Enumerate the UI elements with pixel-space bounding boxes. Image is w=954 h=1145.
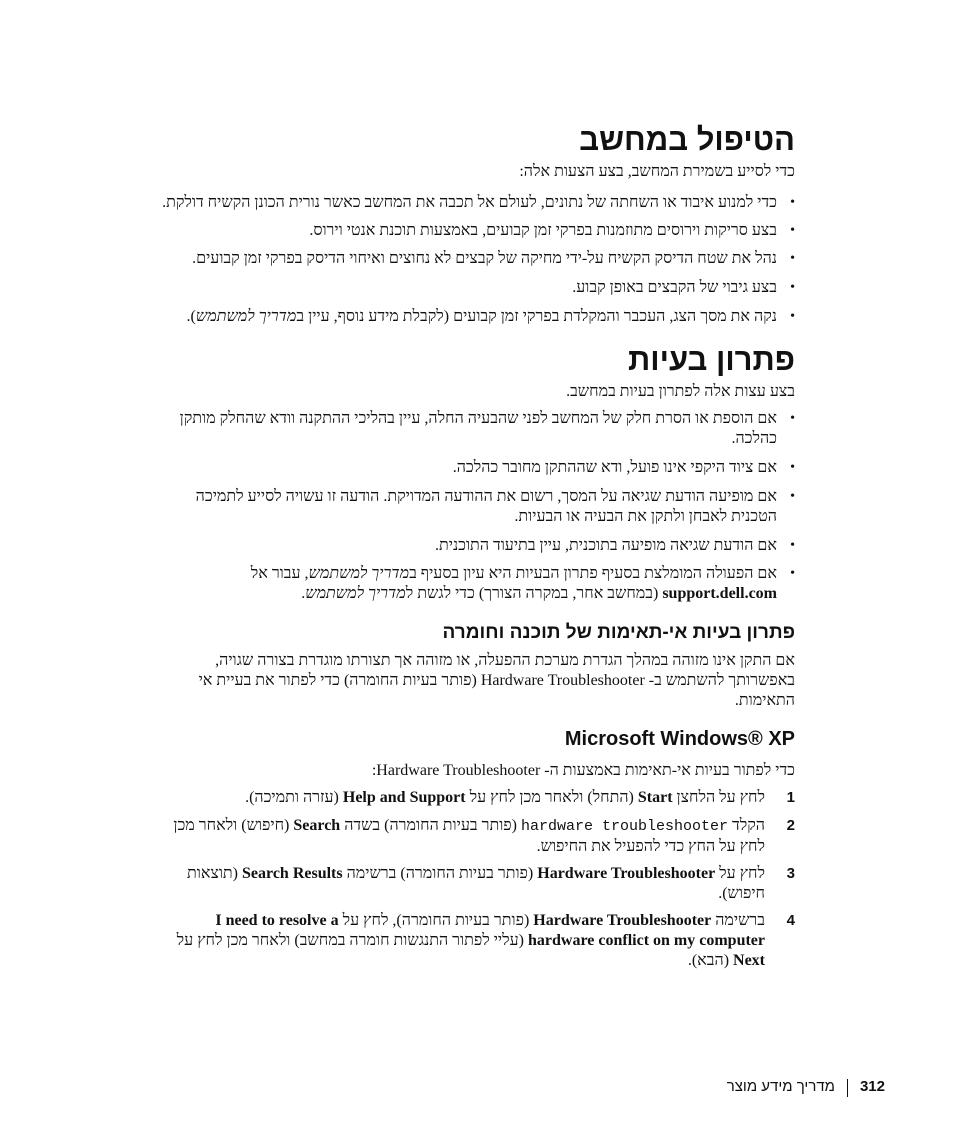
step-item bbox=[155, 788, 795, 808]
list-item-text: כדי למנוע איבוד או השחתה של נתונים, לעולם אל תכבה את המחשב כאשר נורית הכונן הקשיח דולקת. bbox=[162, 194, 777, 211]
list-item bbox=[155, 487, 795, 527]
manual-reference: מדריך למשתמש bbox=[195, 308, 297, 325]
xp-intro: כדי לפתור בעיות אי-תאימות באמצעות ה- Hardware Troubleshooter: bbox=[371, 762, 795, 779]
step-number: 3 bbox=[786, 865, 795, 882]
list-item bbox=[155, 278, 795, 298]
bullet-icon: • bbox=[790, 280, 795, 295]
footer-divider bbox=[847, 1079, 848, 1097]
section-title-care: הטיפול במחשב bbox=[579, 122, 795, 157]
list-item-text: בצע סריקות וירוסים מתוזמנות בפרקי זמן קבועים, באמצעות תוכנת אנטי וירוס. bbox=[309, 222, 777, 239]
bullet-icon: • bbox=[790, 251, 795, 266]
bullet-icon: • bbox=[790, 566, 795, 581]
bullet-icon: • bbox=[790, 489, 795, 504]
list-item-text: אם ציוד היקפי אינו פועל, ודא שההתקן מחובר כהלכה. bbox=[452, 459, 777, 476]
list-item bbox=[155, 536, 795, 556]
list-item-text: אם מופיעה הודעת שגיאה על המסך, רשום את ההודעה המדויקת. הודעה זו עשויה לסייע לתמיכה הטכנית לאבחן ולתקן את הבעיה או הבעיות. bbox=[195, 488, 777, 525]
section-title-incompatibility: פתרון בעיות אי-תאימות של תוכנה וחומרה bbox=[442, 622, 795, 643]
bullet-icon: • bbox=[790, 411, 795, 426]
step-text: לחץ על הלחצן Start (התחל) ולאחר מכן לחץ על Help and Support (עזרה ותמיכה). bbox=[245, 789, 765, 806]
list-item-text: אם הוספת או הסרת חלק של המחשב לפני שהבעיה החלה, עיין בהליכי ההתקנה וודא שהחלק מותקן כהלכה. bbox=[179, 410, 777, 447]
section-title-troubleshooting: פתרון בעיות bbox=[628, 342, 795, 377]
support-link[interactable]: support.dell.com bbox=[662, 585, 777, 602]
bullet-icon: • bbox=[790, 460, 795, 475]
trouble-intro: בצע עצות אלה לפתרון בעיות במחשב. bbox=[566, 383, 795, 400]
list-item-text: נהל את שטח הדיסק הקשיח על-ידי מחיקה של קבצים לא נחוצים ואיחוי הדיסק בפרקי זמן קבועים. bbox=[192, 250, 777, 267]
list-item bbox=[155, 221, 795, 241]
list-item-text: בצע גיבוי של הקבצים באופן קבוע. bbox=[572, 279, 777, 296]
list-item bbox=[155, 193, 795, 213]
list-item bbox=[155, 458, 795, 478]
bullet-icon: • bbox=[790, 309, 795, 324]
bullet-icon: • bbox=[790, 223, 795, 238]
step-text: לחץ על Hardware Troubleshooter (פותר בעיות החומרה) ברשימה Search Results (תוצאות חיפוש). bbox=[186, 865, 765, 902]
list-item bbox=[155, 564, 795, 604]
step-number: 2 bbox=[786, 817, 795, 834]
care-intro: כדי לסייע בשמירת המחשב, בצע הצעות אלה: bbox=[519, 163, 795, 180]
list-item-text: אם הודעת שגיאה מופיעה בתוכנית, עיין בתיעוד התוכנית. bbox=[434, 537, 777, 554]
bullet-icon: • bbox=[790, 195, 795, 210]
page-footer bbox=[727, 1078, 885, 1097]
list-item bbox=[155, 249, 795, 269]
step-number: 1 bbox=[786, 789, 795, 806]
manual-reference: מדריך למשתמש bbox=[305, 585, 406, 602]
list-item bbox=[155, 409, 795, 449]
page-number: 312 bbox=[859, 1078, 885, 1095]
step-item bbox=[155, 864, 795, 904]
step-number: 4 bbox=[786, 912, 795, 929]
step-item bbox=[155, 816, 795, 857]
step-text: הקלד hardware troubleshooter (פותר בעיות החומרה) בשדה Search (חיפוש) ולאחר מכן לחץ על החץ כדי להפעיל את החיפוש. bbox=[173, 817, 765, 855]
incompat-body: אם התקן אינו מזוהה במהלך הגדרת מערכת ההפעלה, או מזוהה אך תצורתו מוגדרת בצורה שגויה, באפשרותך להשתמש ב- Hardware Troubleshooter (פותר בעיות החומרה) כדי לפתור את בעיית אי התאימות. bbox=[198, 652, 795, 709]
list-item-text: אם הפעולה המומלצת בסעיף פתרון הבעיות היא עיון בסעיף במדריך למשתמש, עבור אל support.dell.com (במחשב אחר, במקרה הצורך) כדי לגשת למדריך למשתמש. bbox=[250, 565, 777, 602]
step-text: ברשימה Hardware Troubleshooter (פותר בעיות החומרה), לחץ על I need to resolve a hardware conflict on my computer (עליי לפתור התנגשות חומרה במחשב) ולאחר מכן לחץ על Next (הבא). bbox=[176, 912, 765, 969]
step-item bbox=[155, 911, 795, 971]
bullet-icon: • bbox=[790, 538, 795, 553]
list-item-text: נקה את מסך הצג, העכבר והמקלדת בפרקי זמן קבועים (לקבלת מידע נוסף, עיין במדריך למשתמש). bbox=[186, 308, 777, 325]
manual-reference: מדריך למשתמש bbox=[308, 565, 410, 582]
list-item bbox=[155, 307, 795, 327]
footer-title: מדריך מידע מוצר bbox=[726, 1078, 835, 1095]
section-title-windows-xp: Microsoft Windows® XP bbox=[564, 728, 795, 750]
